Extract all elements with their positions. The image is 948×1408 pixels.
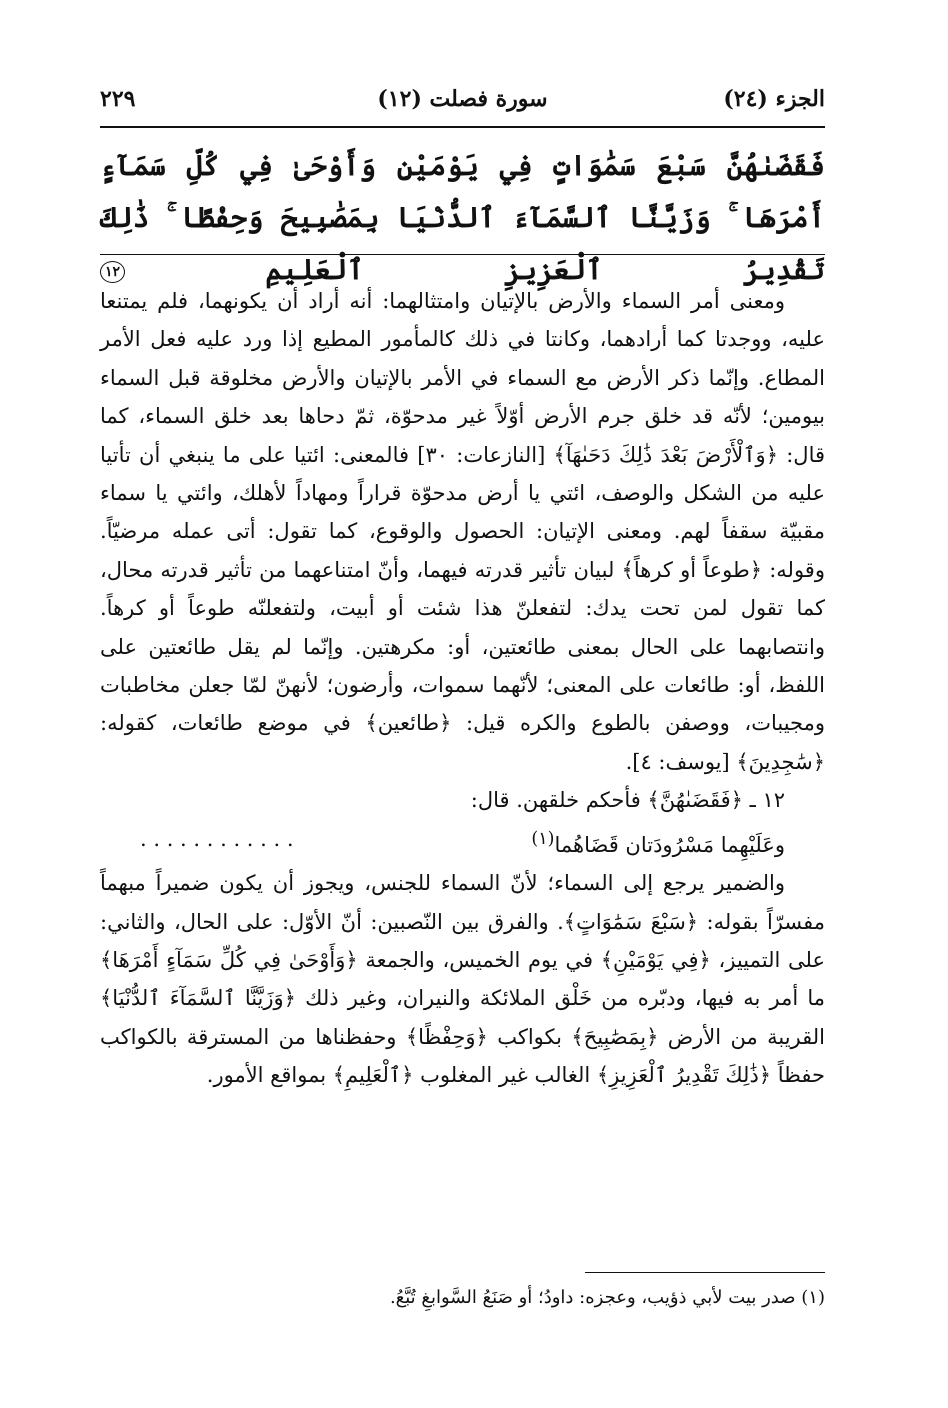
paragraph-1: ومعنى أمر السماء والأرض بالإتيان وامتثالهما: أنه أراد أن يكونهما، فلم يمتنعا عليه، ووجدتا كما أرادهما، وكانتا في ذلك كالمأمور المطيع إذا ورد عليه فعل الأمر المطاع. وإنّما ذكر الأرض مع السماء في الأمر بالإتيان والأرض مخلوقة قبل السماء بيومين؛ لأنّه قد خلق جرم الأرض أوّلاً غير مدحوّة، ثمّ دحاها بعد خلق السماء، كما قال: ﴿وَٱلْأَرْضَ بَعْدَ ذَٰلِكَ دَحَىٰهَآ﴾ [النازعات: ٣٠] فالمعنى: ائتيا على ما ينبغي أن تأتيا عليه من الشكل والوصف، ائتي يا أرض مدحوّة قراراً ومهاداً لأهلك، وائتي يا سماء مقبيّة سقفاً لهم. ومعنى الإتيان: الحصول والوقوع، كما تقول: أتى عمله مرضيّاً. وقوله: ﴿طوعاً أو كرهاً﴾ لبيان تأثير قدرته فيهما، وأنّ امتناعهما من تأثير قدرته محال، كما تقول لمن تحت يدك: لتفعلنّ هذا شئت أو أبيت، ولتفعلنّه طوعاً أو كرهاً. وانتصابهما على الحال بمعنى طائعتين، أو: مكرهتين. وإنّما لم يقل طائعتين على اللفظ، أو: طائعات على المعنى؛ لأنّهما سموات، وأرضون؛ لأنهنّ لمّا جعلن مخاطبات ومجيبات، ووصفن بالطوع والكره قيل: ﴿طائعين﴾ في موضع طائعات، كقوله: ﴿سَٰجِدِينَ﴾ [يوسف: ٤]. (100, 289, 826, 774)
paragraph-2: ١٢ ـ ﴿فَقَضَىٰهُنَّ﴾ فأحكم خلقهن. قال: (470, 788, 785, 813)
header-rule (100, 126, 825, 128)
poem-ellipsis: . . . . . . . . . . . . (140, 826, 294, 851)
poem-line-text: وعَلَيْهِما مَسْرُودَتان قَضَاهُما (554, 832, 785, 857)
footnote: (١) صدر بيت لأبي ذؤيب، وعجزه: داودُ؛ أو صَنَعُ السَّوابغِ تُبَّعُ. (389, 1287, 825, 1308)
quran-verse (100, 140, 825, 296)
verse-text: فَقَضَىٰهُنَّ سَبْعَ سَمَٰوَاتٍ فِي يَوْمَيْنِ وَأَوْحَىٰ فِي كُلِّ سَمَآءٍ أَمْرَهَا ۚ وَزَيَّنَّا ٱلسَّمَآءَ ٱلدُّنْيَا بِمَصَٰبِيحَ وَحِفْظًا ۚ ذَٰلِكَ تَقْدِيرُ ٱلْعَزِيزِ ٱلْعَلِيمِ (100, 149, 826, 286)
commentary-body (100, 282, 825, 1095)
footnote-ref: (١) (531, 828, 555, 849)
paragraph-3: والضمير يرجع إلى السماء؛ لأنّ السماء للجنس، ويجوز أن يكون ضميراً مبهماً مفسرّاً بقوله: ﴿سَبْعَ سَمَٰوَاتٍ﴾. والفرق بين النّصبين: أنّ الأوّل: على الحال، والثاني: على التمييز، ﴿فِي يَوْمَيْنِ﴾ في يوم الخميس، والجمعة ﴿وَأَوْحَىٰ فِي كُلِّ سَمَآءٍ أَمْرَهَا﴾ ما أمر به فيها، ودبّره من خَلْق الملائكة والنيران، وغير ذلك ﴿وَزَيَّنَّا ٱلسَّمَآءَ ٱلدُّنْيَا﴾ القريبة من الأرض ﴿بِمَصَٰبِيحَ﴾ بكواكب ﴿وَحِفْظًا﴾ وحفظناها من المسترقة بالكواكب حفظاً ﴿ذَٰلِكَ تَقْدِيرُ ٱلْعَزِيزِ﴾ الغالب غير المغلوب ﴿ٱلْعَلِيمِ﴾ بمواقع الأمور. (100, 871, 825, 1088)
juz-label: الجزء (٢٤) (723, 86, 825, 112)
footnote-rule (585, 1272, 825, 1273)
surah-title: سورة فصلت (١٢) (377, 86, 548, 112)
verse-rule (100, 254, 825, 255)
page-header (100, 86, 825, 120)
poem-line (531, 820, 785, 864)
verse-number-marker: ١٢ (100, 261, 125, 283)
poem-verse (100, 820, 825, 864)
page-number: ٢٢٩ (100, 86, 136, 112)
